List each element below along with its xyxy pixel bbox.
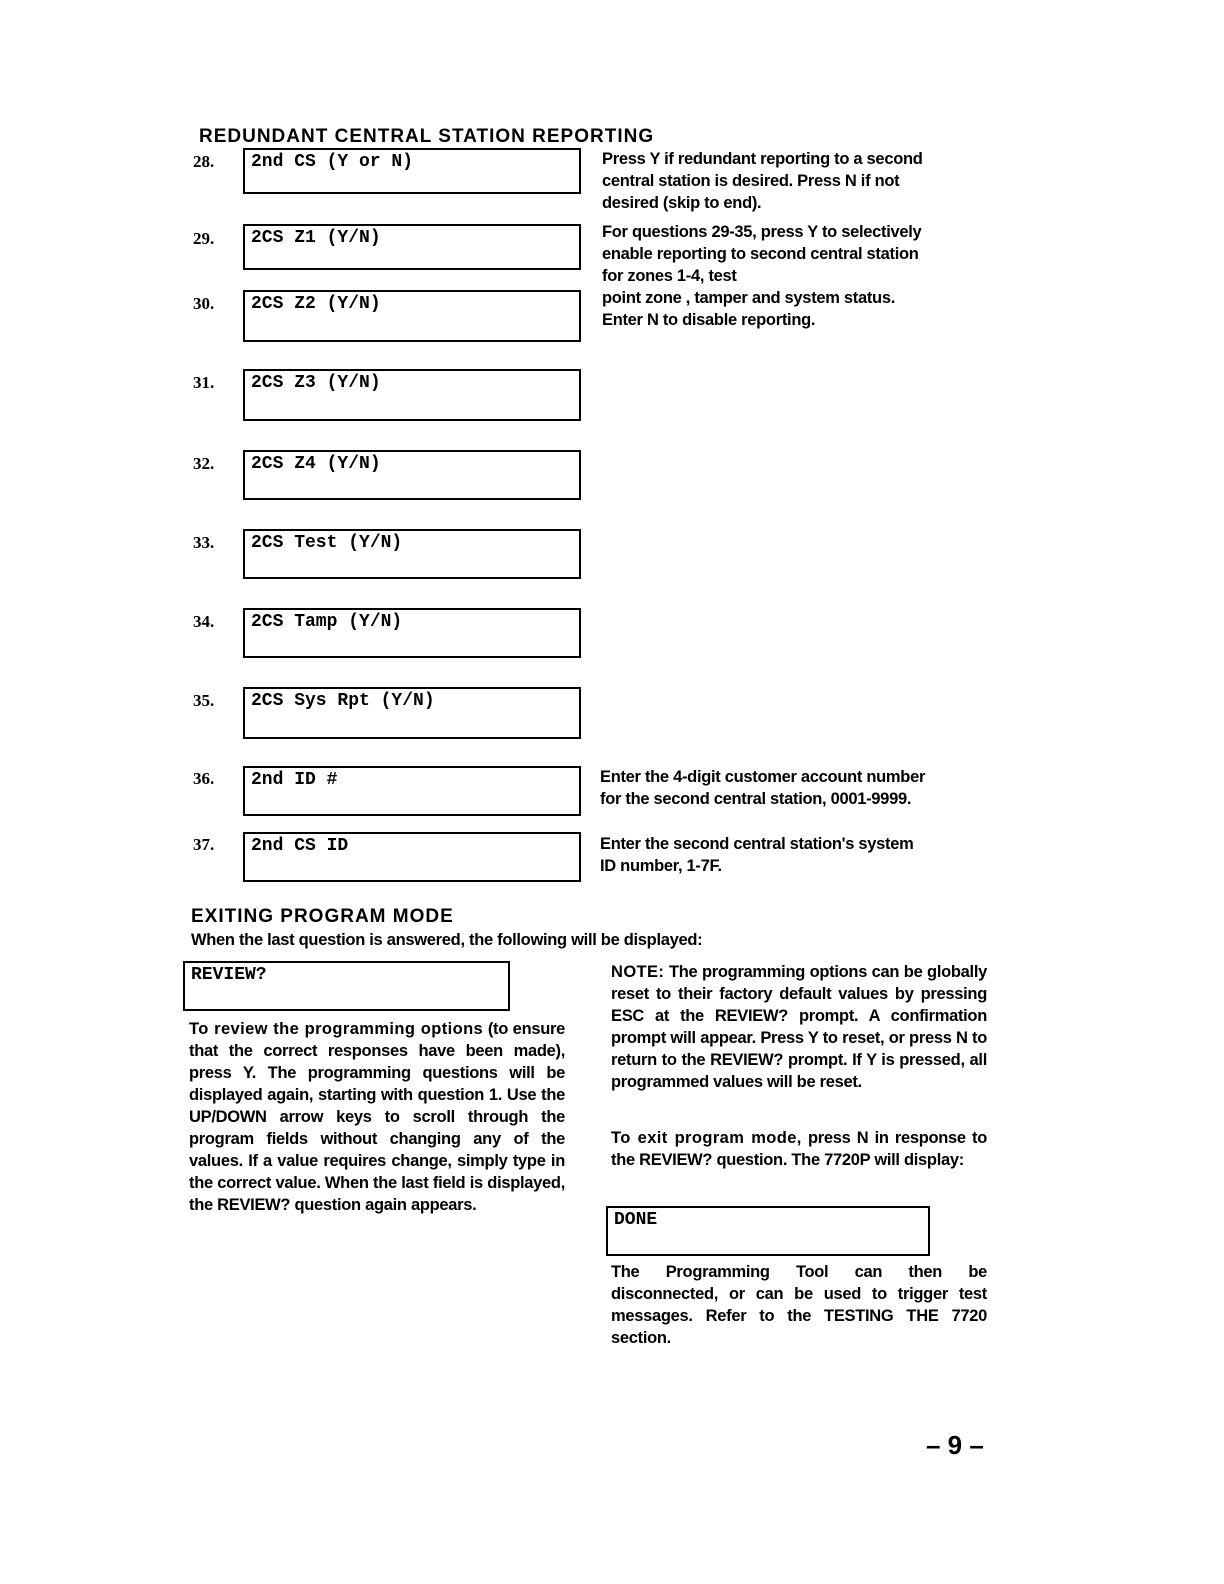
done-display-text: DONE [614, 1210, 658, 1230]
description-line: For questions 29-35, press Y to selectively [602, 223, 922, 241]
section-intro: When the last question is answered, the following will be displayed: [191, 931, 703, 949]
review-lead: To review the programming options [189, 1020, 484, 1038]
lcd-display-box [243, 290, 581, 342]
description-q37 [600, 833, 985, 877]
lcd-prompt-text: 2CS Z2 (Y/N) [251, 294, 381, 314]
question-number: 31. [193, 373, 215, 392]
description-line: enable reporting to second central station [602, 245, 919, 263]
lcd-display-box [243, 766, 581, 816]
description-line: Enter N to disable reporting. [602, 311, 816, 329]
lcd-prompt-text: 2nd CS (Y or N) [251, 152, 414, 172]
tool-paragraph: The Programming Tool can then be disconnected, or can be used to trigger test messages. Refer to the TESTING THE 7720 section. [611, 1263, 987, 1347]
exit-paragraph [611, 1127, 987, 1171]
lcd-prompt-text: 2CS Z3 (Y/N) [251, 373, 381, 393]
exit-text: press N in response to the REVIEW? question. The 7720P will display: [611, 1129, 987, 1169]
lcd-display-box [243, 529, 581, 579]
question-number: 28. [193, 152, 215, 171]
note-text: The programming options can be globally reset to their factory default values by pressing ESC at the REVIEW? prompt. A confirmation prompt will appear. Press Y to reset, or press N to return to the REVIEW? prompt. If Y is pressed, all programmed values will be reset. [611, 963, 987, 1091]
question-number: 37. [193, 835, 215, 854]
question-number: 36. [193, 769, 215, 788]
review-paragraph [189, 1018, 565, 1216]
done-display-box [606, 1206, 930, 1256]
review-display-text: REVIEW? [191, 965, 267, 985]
note-paragraph [611, 961, 987, 1093]
question-number: 33. [193, 533, 215, 552]
question-number: 34. [193, 612, 215, 631]
description-q36 [600, 766, 985, 810]
lcd-prompt-text: 2nd ID # [251, 770, 338, 790]
section-title-exiting-program-mode: EXITING PROGRAM MODE [191, 906, 454, 927]
review-display-box [183, 961, 510, 1011]
page-number: – 9 – [926, 1430, 984, 1460]
question-number: 32. [193, 454, 215, 473]
lcd-display-box [243, 608, 581, 658]
lcd-prompt-text: 2CS Tamp (Y/N) [251, 612, 403, 632]
question-number: 35. [193, 691, 215, 710]
lcd-display-box [243, 832, 581, 882]
description-line: desired (skip to end). [602, 194, 762, 212]
lcd-prompt-text: 2CS Z1 (Y/N) [251, 228, 381, 248]
lcd-display-box [243, 369, 581, 421]
description-line: Enter the second central station's system [600, 835, 914, 853]
lcd-display-box [243, 687, 581, 739]
description-q29-35 [602, 221, 982, 331]
description-q28 [602, 148, 982, 214]
lcd-prompt-text: 2CS Sys Rpt (Y/N) [251, 691, 435, 711]
lcd-display-box [243, 148, 581, 194]
description-line: central station is desired. Press N if not [602, 172, 900, 190]
section-title-redundant-reporting: REDUNDANT CENTRAL STATION REPORTING [199, 126, 655, 147]
question-number: 29. [193, 229, 215, 248]
description-line: point zone , tamper and system status. [602, 289, 895, 307]
review-text: (to ensure that the correct responses have been made), press Y. The programming questions will be displayed again, starting with question 1. Use the UP/DOWN arrow keys to scroll through the program fields without changing any of the values. If a value requires change, simply type in the correct value. When the last field is displayed, the REVIEW? question again appears. [189, 1020, 565, 1214]
description-line: for the second central station, 0001-9999. [600, 790, 912, 808]
description-line: Press Y if redundant reporting to a second [602, 150, 923, 168]
question-number: 30. [193, 294, 215, 313]
note-lead: NOTE: [611, 963, 665, 981]
description-line: ID number, 1-7F. [600, 857, 722, 875]
description-line: Enter the 4-digit customer account number [600, 768, 926, 786]
description-line: for zones 1-4, test [602, 267, 737, 285]
lcd-prompt-text: 2CS Test (Y/N) [251, 533, 403, 553]
exit-lead: To exit program mode, [611, 1129, 802, 1147]
lcd-display-box [243, 450, 581, 500]
lcd-display-box [243, 224, 581, 270]
lcd-prompt-text: 2nd CS ID [251, 836, 349, 856]
lcd-prompt-text: 2CS Z4 (Y/N) [251, 454, 381, 474]
